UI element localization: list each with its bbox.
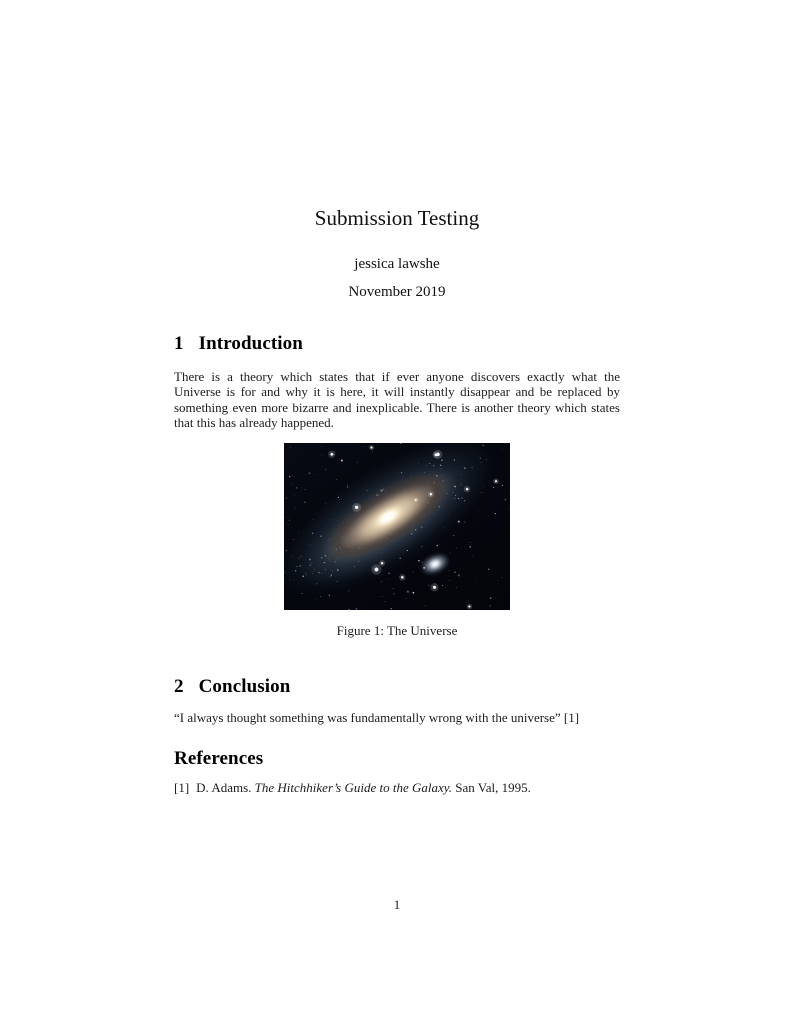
section-title: Introduction [198, 333, 303, 354]
document-date: November 2019 [348, 284, 446, 300]
reference-entry [174, 780, 620, 795]
conclusion-paragraph: “I always thought something was fundamentally wrong with the universe” [1] [174, 710, 580, 725]
page-title: Submission Testing [314, 206, 480, 230]
galaxy-illustration [284, 443, 510, 610]
introduction-paragraph: There is a theory which states that if ever anyone discovers exactly what the Universe is for and why it is here, it will instantly disappear and be replaced by something even more bizarre and inexplicable. There is another theory which states that this has already happened. [174, 369, 620, 431]
figure-caption: Figure 1: The Universe [336, 623, 458, 638]
reference-label: [1] [174, 780, 190, 795]
galaxy-image [284, 443, 510, 610]
author-name: jessica lawshe [354, 256, 440, 272]
section-number: 1 [174, 333, 184, 354]
references-heading: References [174, 748, 264, 769]
section-heading-conclusion [174, 676, 620, 698]
section-heading-introduction [174, 333, 620, 355]
section-number: 2 [174, 676, 184, 697]
reference-authors: D. Adams. [196, 780, 252, 795]
reference-title: The Hitchhiker’s Guide to the Galaxy. [254, 780, 453, 795]
reference-publisher: San Val, 1995. [455, 780, 531, 795]
section-title: Conclusion [198, 676, 291, 697]
page-number: 1 [393, 897, 401, 912]
reference-text [196, 780, 531, 795]
figure-container [174, 443, 620, 610]
